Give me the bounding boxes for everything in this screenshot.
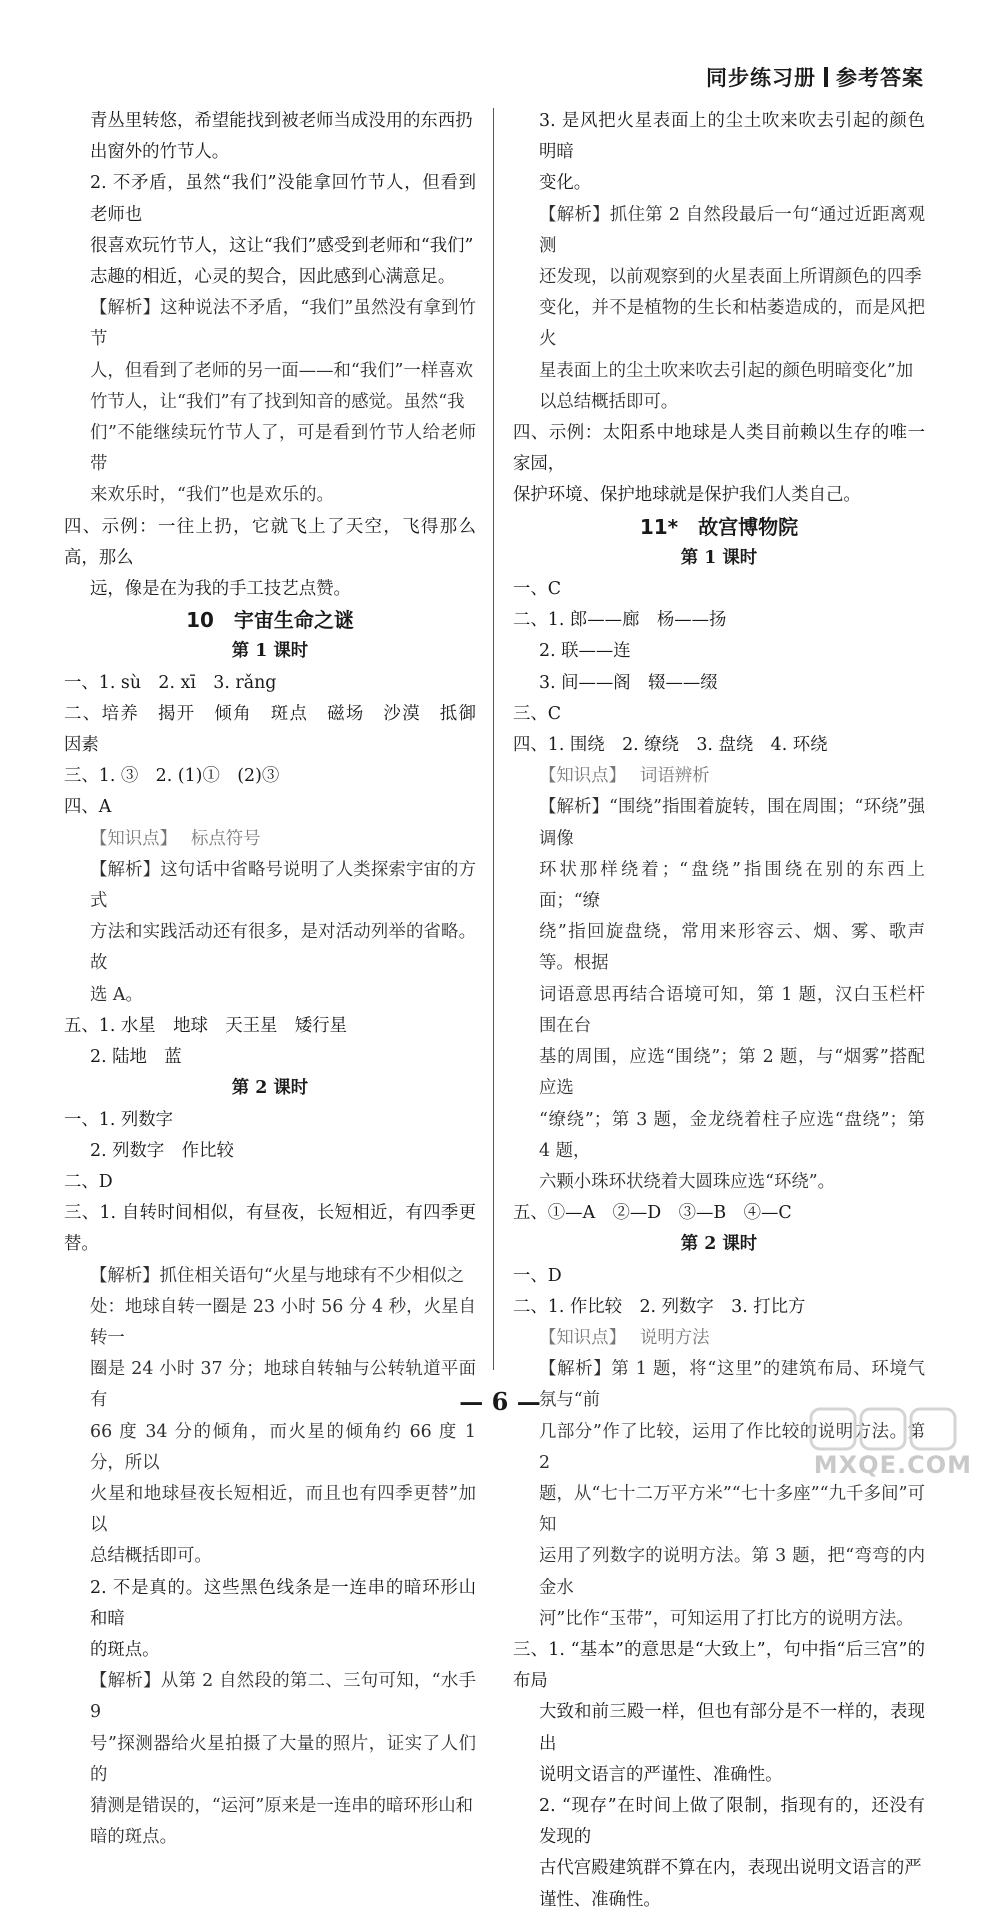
analysis-line: 号”探测器给火星拍摄了大量的照片，证实了人们的: [90, 1733, 476, 1785]
analysis-line: 66 度 34 分的倾角，而火星的倾角约 66 度 1 分，所以: [90, 1421, 476, 1473]
analysis-line: 火星和地球昼夜长短相近，而且也有四季更替”加以: [90, 1483, 476, 1536]
session-title: 第 1 课时: [231, 641, 309, 662]
session-title: 第 2 课时: [680, 1234, 758, 1255]
answer-line: 一、1. sù 2. xī 3. rǎng: [64, 672, 277, 693]
answer-line: 四、示例：太阳系中地球是人类目前赖以生存的唯一家园，: [513, 423, 925, 475]
answer-line: 一、1. 列数字: [64, 1109, 174, 1130]
text-line: 古代宫殿建筑群不算在内，表现出说明文语言的严: [539, 1858, 922, 1879]
answer-line: 二、培养 揭开 倾角 斑点 磁场 沙漠 抵御 因素: [64, 703, 494, 756]
analysis-line: 以总结概括即可。: [539, 391, 679, 412]
knowledge-text: 标点符号: [190, 828, 261, 849]
page-header: [706, 62, 924, 92]
answer-line: 三、1. 自转时间相似，有昼夜，长短相近，有四季更替。: [64, 1203, 476, 1255]
analysis-line: 选 A。: [90, 984, 143, 1005]
book-title: 同步练习册: [706, 66, 816, 90]
knowledge-tag: 【知识点】: [90, 828, 177, 849]
section-title: 参考答案: [836, 66, 924, 90]
text-line: 变化。: [539, 173, 592, 194]
column-divider: [493, 108, 494, 1370]
analysis-line: 猜测是错误的，“运河”原来是一连串的暗环形山和: [90, 1795, 473, 1816]
lesson-title: 10 宇宙生命之谜: [186, 608, 354, 633]
answer-line: 2. “现存”在时间上做了限制，指现有的，还没有发现的: [539, 1795, 925, 1848]
answer-line: 2. 列数字 作比较: [90, 1140, 234, 1161]
knowledge-text: 词语辨析: [639, 766, 710, 787]
analysis-line: 总结概括即可。: [90, 1546, 212, 1567]
text-line: 的斑点。: [90, 1639, 160, 1660]
analysis-line: 【解析】这句话中省略号说明了人类探索宇宙的方式: [90, 859, 476, 912]
answer-line: 三、C: [513, 703, 562, 724]
lesson-title: 11* 故宫博物院: [639, 514, 799, 539]
analysis-line: 们”不能继续玩竹节人了，可是看到竹节人给老师带: [90, 423, 476, 475]
analysis-line: 几部分”作了比较，运用了作比较的说明方法。第 2: [539, 1421, 925, 1473]
analysis-line: 基的周围，应选“围绕”；第 2 题，与“烟雾”搭配应选: [539, 1047, 925, 1099]
text-line: 青丛里转悠，希望能找到被老师当成没用的东西扔: [90, 111, 473, 131]
analysis-line: 运用了列数字的说明方法。第 3 题，把“弯弯的内金水: [539, 1546, 925, 1598]
analysis-line: 【解析】“围绕”指围着旋转，围在周围；“环绕”强调像: [539, 797, 925, 849]
analysis-line: 处：地球自转一圈是 23 小时 56 分 4 秒，火星自转一: [90, 1296, 476, 1348]
analysis-line: 暗的斑点。: [90, 1827, 177, 1848]
answer-line: 五、①—A ②—D ③—B ④—C: [513, 1203, 792, 1224]
analysis-line: 河”比作“玉带”，可知运用了打比方的说明方法。: [539, 1608, 914, 1629]
analysis-line: 星表面上的尘土吹来吹去引起的颜色明暗变化”加: [539, 360, 914, 381]
analysis-line: 【解析】这种说法不矛盾，“我们”虽然没有拿到竹节: [90, 298, 476, 350]
answer-line: 2. 不矛盾，虽然“我们”没能拿回竹节人，但看到老师也: [90, 173, 476, 225]
right-column: [513, 106, 925, 1916]
analysis-line: 词语意思再结合语境可知，第 1 题，汉白玉栏杆围在台: [539, 984, 925, 1036]
answer-line: 2. 联——连: [539, 641, 631, 662]
session-title: 第 2 课时: [231, 1078, 309, 1099]
text-line: 出窗外的竹节人。: [90, 142, 230, 163]
analysis-line: “缭绕”；第 3 题，金龙绕着柱子应选“盘绕”；第 4 题，: [539, 1109, 925, 1161]
answer-line: 四、A: [64, 797, 112, 818]
answer-line: 一、C: [513, 579, 562, 600]
answer-line: 2. 不是真的。这些黑色线条是一连串的暗环形山和暗: [90, 1577, 476, 1629]
watermark-site: MXQE.COM: [813, 1451, 972, 1479]
knowledge-point: [513, 761, 925, 792]
analysis-line: 还发现，以前观察到的火星表面上所谓颜色的四季: [539, 267, 922, 288]
analysis-line: 【解析】从第 2 自然段的第二、三句可知，“水手 9: [90, 1671, 476, 1723]
text-line: 说明文语言的严谨性、准确性。: [539, 1764, 783, 1785]
analysis-line: 方法和实践活动还有很多，是对活动列举的省略。故: [90, 922, 476, 974]
analysis-line: 来欢乐时，“我们”也是欢乐的。: [90, 485, 334, 506]
text-line: 很喜欢玩竹节人，这让“我们”感受到老师和“我们”: [90, 235, 474, 256]
analysis-line: 竹节人，让“我们”有了找到知音的感觉。虽然“我: [90, 391, 465, 412]
session-title: 第 1 课时: [680, 547, 758, 568]
answer-line: 二、D: [64, 1171, 113, 1192]
analysis-line: 绕”指回旋盘绕，常用来形容云、烟、雾、歌声等。根据: [539, 922, 925, 974]
header-divider: [824, 67, 828, 87]
page-number: — 6 —: [459, 1387, 541, 1416]
knowledge-point: [513, 1323, 925, 1354]
knowledge-text: 说明方法: [639, 1327, 710, 1348]
text-line: 谨性、准确性。: [539, 1889, 661, 1910]
analysis-line: 圈是 24 小时 37 分；地球自转轴与公转轨道平面有: [90, 1359, 476, 1411]
answer-line: 三、1. “基本”的意思是“大致上”，句中指“后三宫”的布局: [513, 1639, 925, 1692]
answer-line: 五、1. 水星 地球 天王星 矮行星: [64, 1015, 347, 1036]
analysis-line: 【解析】抓住相关语句“火星与地球有不少相似之: [90, 1265, 465, 1286]
text-line: 保护环境、保护地球就是保护我们人类自己。: [513, 485, 861, 506]
answer-line: 四、示例：一往上扔，它就飞上了天空，飞得那么高，那么: [64, 516, 476, 568]
text-line: 大致和前三殿一样，但也有部分是不一样的，表现出: [539, 1702, 925, 1754]
analysis-line: 六颗小珠环状绕着大圆珠应选“环绕”。: [539, 1171, 836, 1192]
analysis-line: 【解析】抓住第 2 自然段最后一句“通过近距离观测: [539, 204, 925, 256]
answer-line: 3. 是风把火星表面上的尘土吹来吹去引起的颜色明暗: [539, 111, 925, 163]
knowledge-tag: 【知识点】: [539, 766, 626, 787]
analysis-line: 环状那样绕着；“盘绕”指围绕在别的东西上面；“缭: [539, 859, 925, 912]
answer-line: 二、1. 郎——廊 杨——扬: [513, 610, 727, 631]
analysis-line: 【解析】第 1 题，将“这里”的建筑布局、环境气氛与“前: [539, 1359, 925, 1411]
answer-line: 二、1. 作比较 2. 列数字 3. 打比方: [513, 1296, 806, 1317]
analysis-line: 题，从“七十二万平方米”“七十多座”“九千多间”可知: [539, 1483, 925, 1536]
text-line: 志趣的相近，心灵的契合，因此感到心满意足。: [90, 267, 456, 288]
answer-line: 四、1. 围绕 2. 缭绕 3. 盘绕 4. 环绕: [513, 735, 828, 756]
answer-line: 2. 陆地 蓝: [90, 1047, 182, 1068]
knowledge-tag: 【知识点】: [539, 1327, 626, 1348]
analysis-line: 人，但看到了老师的另一面——和“我们”一样喜欢: [90, 360, 473, 381]
analysis-line: 变化，并不是植物的生长和枯萎造成的，而是风把火: [539, 298, 925, 350]
answer-line: 三、1. ③ 2. (1)① (2)③: [64, 766, 280, 787]
answer-line: 一、D: [513, 1265, 562, 1286]
left-column: [64, 106, 494, 1853]
text-line: 远，像是在为我的手工技艺点赞。: [90, 579, 351, 600]
knowledge-point: [64, 824, 476, 855]
answer-line: 3. 间——阁 辍——缀: [539, 672, 718, 693]
